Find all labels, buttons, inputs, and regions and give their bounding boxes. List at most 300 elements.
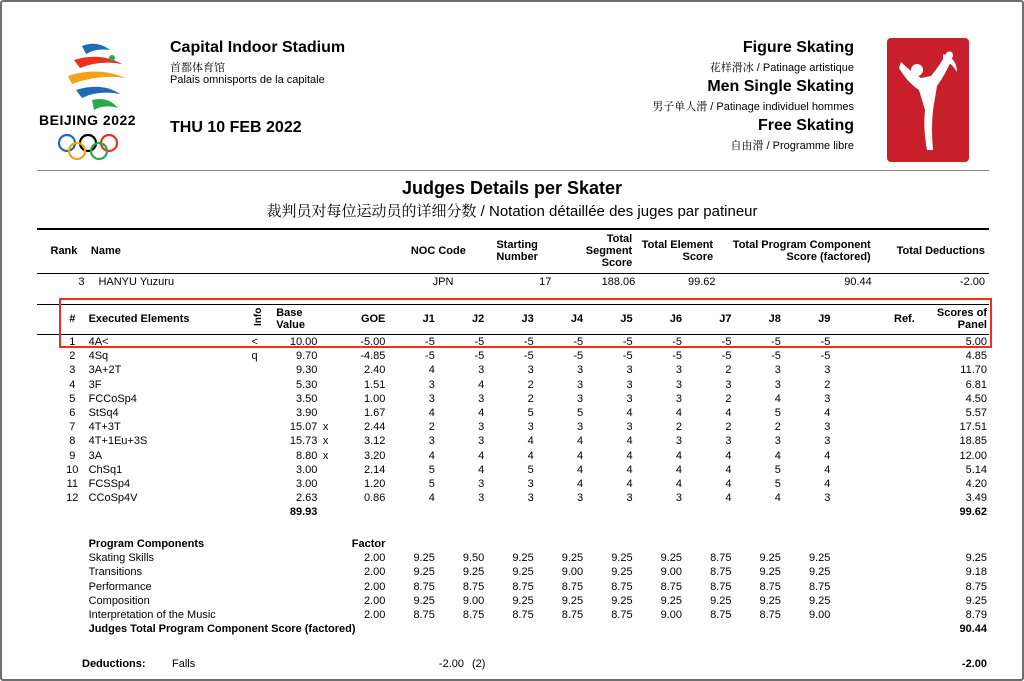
- element-ref: [830, 449, 914, 463]
- judge-score: -5: [425, 336, 435, 348]
- judge-score: 9.00: [462, 594, 485, 607]
- judge-score: 3: [478, 492, 485, 505]
- judge-score: 4: [675, 478, 683, 491]
- judge-score: 2: [527, 378, 534, 391]
- components-header-row: [62, 537, 987, 551]
- venue-name-fr: Palais omnisports de la capitale: [170, 74, 325, 86]
- judge-score: 8.75: [759, 609, 781, 622]
- element-ref: [830, 477, 914, 491]
- judge-score: 4: [428, 492, 435, 505]
- summary-table: [37, 231, 989, 271]
- judge-score: -5: [573, 350, 584, 363]
- judge-score: 8.75: [561, 580, 584, 593]
- figure-skater-icon: [887, 38, 969, 162]
- judge-score: 9.25: [759, 566, 781, 579]
- judge-score: 3: [824, 492, 831, 505]
- deductions-value: -2.00: [438, 658, 464, 670]
- col-number: #: [69, 313, 76, 325]
- pcs-value: 90.44: [844, 276, 872, 288]
- judge-score: 4: [725, 478, 732, 491]
- spacer: [252, 505, 277, 519]
- col-tss: Total Segment Score: [585, 233, 633, 269]
- col-j1: J1: [422, 313, 435, 325]
- judge-score: 4: [725, 463, 732, 476]
- element-base-value: 3.00: [296, 463, 318, 476]
- judge-score: 4: [428, 364, 435, 377]
- judge-score: 4: [626, 449, 633, 462]
- element-ref: [830, 378, 914, 392]
- judge-score: 9.25: [759, 594, 781, 607]
- judge-score: 9.25: [561, 594, 584, 607]
- element-bonus-mark: [317, 363, 333, 377]
- spacer: [534, 537, 583, 551]
- judge-score: -5: [672, 336, 683, 348]
- element-number: 5: [69, 392, 76, 405]
- element-base-value: 9.30: [296, 364, 318, 377]
- element-number: 11: [66, 478, 78, 491]
- element-panel-score: 12.00: [959, 449, 987, 462]
- judge-score: 4: [577, 463, 584, 476]
- judge-score: 5: [428, 463, 435, 476]
- judge-score: -5: [523, 350, 534, 363]
- deductions-count: (2): [472, 658, 486, 670]
- component-factor: 2.00: [364, 566, 386, 579]
- element-base-value: 8.80: [296, 449, 318, 462]
- judge-score: 4: [824, 449, 831, 462]
- judge-score: 8.75: [462, 580, 485, 593]
- judge-score: 8.75: [660, 580, 683, 593]
- element-ref: [830, 349, 914, 363]
- judge-score: 8.75: [512, 609, 534, 622]
- judge-score: -5: [771, 350, 781, 363]
- judge-score: 3: [478, 392, 485, 405]
- component-name: Performance: [88, 580, 152, 593]
- segment-name-sub: 自由滑 / Programme libre: [730, 140, 854, 152]
- base-value-total: 89.93: [289, 506, 318, 519]
- spacer: [781, 537, 830, 551]
- col-j4: J4: [570, 313, 584, 325]
- element-number: 4: [69, 378, 76, 391]
- judge-score: 9.00: [660, 566, 683, 579]
- element-goe: 3.20: [363, 449, 386, 462]
- judge-score: 3: [824, 364, 831, 377]
- summary-header-border: [37, 273, 989, 274]
- judge-score: -5: [721, 350, 732, 363]
- element-goe: -4.85: [360, 350, 386, 363]
- judge-score: 3: [577, 364, 584, 377]
- judge-score: 3: [824, 392, 831, 405]
- list-item: [62, 608, 987, 622]
- element-code: 4A<: [88, 336, 109, 348]
- component-factor: 2.00: [364, 609, 386, 622]
- spacer: [62, 608, 83, 622]
- element-base-value: 2.63: [296, 492, 318, 505]
- elements-score-total: 99.62: [959, 506, 987, 519]
- judge-score: 4: [824, 463, 831, 476]
- element-panel-score: 4.85: [965, 350, 987, 363]
- col-j5: J5: [620, 313, 633, 325]
- segment-name: Free Skating: [757, 117, 854, 134]
- judge-score: 9.00: [561, 566, 584, 579]
- judge-score: 8.75: [710, 552, 732, 565]
- col-j3: J3: [521, 313, 534, 325]
- judge-score: 3: [478, 435, 485, 448]
- document-subtitle: 裁判员对每位运动员的详细分数 / Notation détaillée des juges par patineur: [266, 203, 758, 220]
- judge-score: 4: [675, 407, 683, 420]
- elements-total-row: [62, 505, 987, 519]
- judge-score: 9.25: [512, 594, 534, 607]
- component-score: 8.75: [965, 580, 987, 593]
- element-goe: 1.67: [363, 407, 386, 420]
- judge-score: 4: [774, 492, 781, 505]
- judge-score: 3: [428, 435, 435, 448]
- spacer: [435, 537, 484, 551]
- venue-name: Capital Indoor Stadium: [170, 39, 346, 56]
- components-total-row: [62, 622, 987, 636]
- judge-score: 3: [725, 378, 732, 391]
- element-info: [252, 449, 277, 463]
- element-bonus-mark: [317, 491, 333, 505]
- component-name: Transitions: [88, 566, 142, 579]
- judge-score: 5: [527, 407, 534, 420]
- judge-score: 3: [675, 435, 683, 448]
- element-code: 3A+2T: [88, 364, 122, 377]
- element-base-value: 3.90: [296, 407, 318, 420]
- element-info: [252, 420, 277, 434]
- element-ref: [830, 392, 914, 406]
- judge-score: 9.00: [660, 609, 683, 622]
- judge-score: 4: [626, 435, 633, 448]
- judge-score: 4: [428, 407, 435, 420]
- judge-score: 3: [824, 435, 831, 448]
- components-total: 90.44: [959, 623, 987, 636]
- element-goe: 2.14: [363, 463, 386, 476]
- judge-score: -5: [771, 336, 781, 348]
- spacer: [633, 537, 682, 551]
- element-code: StSq4: [88, 407, 119, 420]
- summary-top-border: [37, 228, 989, 230]
- judge-score: 4: [577, 449, 584, 462]
- judge-score: 3: [824, 421, 831, 434]
- judge-score: 4: [428, 449, 435, 462]
- element-goe: 2.44: [363, 421, 386, 434]
- spacer: [830, 537, 914, 551]
- element-info: [252, 363, 277, 377]
- judge-score: 9.25: [512, 552, 534, 565]
- spacer: [62, 551, 83, 565]
- judge-score: -5: [622, 350, 633, 363]
- sport-name: Figure Skating: [742, 39, 854, 56]
- element-bonus-mark: [317, 463, 333, 477]
- beijing-emblem-icon: [52, 38, 142, 116]
- spacer: [62, 505, 83, 519]
- list-item: [62, 580, 987, 594]
- element-code: FCCoSp4: [88, 392, 137, 405]
- element-ref: [830, 463, 914, 477]
- judge-score: 3: [527, 421, 534, 434]
- element-panel-score: 5.00: [965, 336, 987, 348]
- table-row: [62, 349, 987, 363]
- judge-score: -5: [523, 336, 534, 348]
- beijing-2022-logo: [39, 38, 142, 163]
- olympic-rings-icon: [55, 132, 121, 162]
- element-ref: [830, 363, 914, 377]
- judge-score: 4: [725, 407, 732, 420]
- spacer: [830, 565, 914, 579]
- judge-score: 5: [774, 407, 781, 420]
- judge-score: 3: [527, 478, 534, 491]
- judge-score: 8.75: [710, 580, 732, 593]
- judge-score: 4: [824, 407, 831, 420]
- element-number: 2: [69, 350, 76, 363]
- element-panel-score: 5.14: [965, 463, 987, 476]
- judge-score: 3: [675, 364, 683, 377]
- judge-score: 9.50: [462, 552, 485, 565]
- element-base-value: 10.00: [289, 336, 318, 348]
- judge-score: 4: [478, 463, 485, 476]
- component-score: 8.79: [965, 609, 987, 622]
- list-item: [62, 594, 987, 608]
- judge-score: -5: [622, 336, 633, 348]
- judge-score: 4: [478, 449, 485, 462]
- col-ded: Total Deductions: [896, 245, 985, 257]
- element-ref: [830, 420, 914, 434]
- noc-value: JPN: [432, 276, 454, 288]
- list-item: [62, 551, 987, 565]
- element-number: 8: [69, 435, 76, 448]
- deductions-total: -2.00: [961, 658, 987, 670]
- judge-score: -5: [474, 336, 485, 348]
- judge-score: 3: [428, 392, 435, 405]
- judge-score: 2: [527, 392, 534, 405]
- col-goe: GOE: [360, 313, 386, 325]
- start-value: 17: [539, 276, 552, 288]
- spacer: [915, 537, 987, 551]
- element-code: 3F: [88, 378, 102, 391]
- judge-score: 3: [675, 392, 683, 405]
- element-goe: 3.12: [363, 435, 386, 448]
- judge-score: 3: [527, 364, 534, 377]
- element-goe: 1.51: [363, 378, 386, 391]
- judge-score: 3: [428, 378, 435, 391]
- element-info: [252, 477, 277, 491]
- judge-score: 3: [675, 378, 683, 391]
- judge-score: 8.75: [611, 609, 633, 622]
- element-info: [252, 392, 277, 406]
- element-code: 3A: [88, 449, 103, 462]
- judge-score: 3: [626, 378, 633, 391]
- element-code: ChSq1: [88, 463, 123, 476]
- element-code: FCSSp4: [88, 478, 131, 491]
- col-j7: J7: [719, 313, 732, 325]
- element-goe: 1.20: [363, 478, 386, 491]
- element-bonus-mark: x: [322, 449, 329, 462]
- judge-score: 8.75: [808, 580, 831, 593]
- judge-score: 3: [675, 492, 683, 505]
- judge-score: 3: [478, 421, 485, 434]
- judge-score: 9.25: [512, 566, 534, 579]
- table-row: [62, 406, 987, 420]
- component-score: 9.18: [965, 566, 987, 579]
- col-ref: Ref.: [894, 313, 915, 325]
- element-base-value: 3.50: [296, 392, 318, 405]
- judge-score: 3: [774, 378, 781, 391]
- spacer: [484, 537, 533, 551]
- element-bonus-mark: x: [322, 435, 329, 448]
- judge-score: 8.75: [710, 566, 732, 579]
- element-panel-score: 4.50: [965, 392, 987, 405]
- judge-score: 3: [577, 421, 584, 434]
- element-number: 3: [69, 364, 76, 377]
- factor-label: Factor: [351, 538, 386, 550]
- element-number: 10: [66, 463, 79, 476]
- tss-value: 188.06: [601, 276, 636, 288]
- col-rank: Rank: [50, 245, 78, 257]
- judge-score: 3: [478, 364, 485, 377]
- header-divider: [37, 170, 989, 171]
- col-j8: J8: [768, 313, 781, 325]
- judge-score: 9.25: [660, 552, 683, 565]
- element-bonus-mark: [317, 392, 333, 406]
- judge-score: 9.25: [611, 552, 633, 565]
- col-j2: J2: [472, 313, 485, 325]
- judge-score: 8.75: [512, 580, 534, 593]
- judge-score: 9.25: [413, 594, 435, 607]
- element-panel-score: 4.20: [965, 478, 987, 491]
- judge-score: 3: [478, 478, 485, 491]
- col-info: Info: [252, 307, 264, 326]
- element-bonus-mark: x: [322, 421, 329, 434]
- element-info: [252, 406, 277, 420]
- col-j6: J6: [669, 313, 683, 325]
- judge-score: 9.25: [808, 552, 831, 565]
- spacer: [385, 537, 434, 551]
- spacer: [830, 551, 914, 565]
- judge-score: -5: [820, 350, 831, 363]
- judge-score: 2: [725, 364, 732, 377]
- element-info: [252, 378, 277, 392]
- judge-score: -5: [721, 336, 732, 348]
- element-panel-score: 5.57: [965, 407, 987, 420]
- element-panel-score: 18.85: [959, 435, 987, 448]
- judge-score: 3: [577, 392, 584, 405]
- summary-row: [37, 275, 989, 289]
- col-tes: Total Element Score: [641, 239, 714, 263]
- document-title: Judges Details per Skater: [401, 178, 623, 198]
- components-total-label: Judges Total Program Component Score (factored): [88, 623, 356, 636]
- col-pcs: Total Program Component Score (factored): [732, 239, 871, 263]
- component-name: Composition: [88, 594, 150, 607]
- element-info: [252, 463, 277, 477]
- highlight-box: [59, 298, 992, 348]
- col-j9: J9: [818, 313, 831, 325]
- judge-score: 8.75: [759, 580, 781, 593]
- spacer: [62, 537, 83, 551]
- judge-score: 4: [824, 478, 831, 491]
- judge-score: 3: [577, 378, 584, 391]
- element-info: [252, 491, 277, 505]
- judge-score: 4: [626, 463, 633, 476]
- tes-value: 99.62: [687, 276, 716, 288]
- components-title: Program Components: [88, 538, 205, 550]
- judge-score: 2: [428, 421, 435, 434]
- element-base-value: 5.30: [296, 378, 318, 391]
- judge-score: 9.25: [561, 552, 584, 565]
- judge-score: 9.25: [759, 552, 781, 565]
- ded-value: -2.00: [959, 276, 985, 288]
- elements-table: [62, 335, 987, 520]
- table-row: [62, 378, 987, 392]
- spacer: [385, 622, 914, 636]
- table-row: [62, 434, 987, 448]
- element-bonus-mark: [317, 477, 333, 491]
- judge-score: 4: [626, 407, 633, 420]
- judge-score: 9.25: [660, 594, 683, 607]
- judge-score: 9.25: [808, 566, 831, 579]
- judge-score: 3: [774, 364, 781, 377]
- judge-score: 2: [725, 421, 732, 434]
- judge-score: 4: [774, 392, 781, 405]
- judge-score: 4: [725, 492, 732, 505]
- spacer: [830, 580, 914, 594]
- element-ref: [830, 406, 914, 420]
- table-row: [62, 463, 987, 477]
- deductions-row: [82, 657, 987, 671]
- spacer: [317, 505, 914, 519]
- judge-score: 4: [626, 478, 633, 491]
- table-row: [62, 449, 987, 463]
- judge-score: 4: [725, 449, 732, 462]
- judge-score: 4: [675, 449, 683, 462]
- judge-score: 4: [527, 449, 534, 462]
- spacer: [62, 565, 83, 579]
- judge-score: 4: [478, 378, 485, 391]
- element-number: 9: [69, 449, 76, 462]
- judge-score: 4: [577, 435, 584, 448]
- judge-score: 2: [725, 392, 732, 405]
- element-bonus-mark: [317, 378, 333, 392]
- table-row: [62, 477, 987, 491]
- table-row: [62, 420, 987, 434]
- element-goe: -5.00: [360, 336, 386, 348]
- judge-score: 8.75: [413, 609, 435, 622]
- element-ref: [830, 434, 914, 448]
- spacer: [83, 505, 252, 519]
- judge-score: 3: [626, 364, 633, 377]
- table-row: [62, 491, 987, 505]
- judge-score: -5: [573, 336, 584, 348]
- element-base-value: 15.07: [289, 421, 318, 434]
- event-name-sub: 男子单人滑 / Patinage individuel hommes: [652, 101, 854, 113]
- element-goe: 1.00: [363, 392, 386, 405]
- element-code: 4T+3T: [88, 421, 121, 434]
- judge-score: 5: [774, 463, 781, 476]
- col-name: Name: [90, 245, 121, 257]
- component-factor: 2.00: [364, 580, 386, 593]
- sport-name-sub: 花样滑冰 / Patinage artistique: [709, 62, 854, 74]
- judge-score: 3: [527, 492, 534, 505]
- component-factor: 2.00: [364, 552, 386, 565]
- spacer: [62, 580, 83, 594]
- element-base-value: 9.70: [296, 350, 318, 363]
- judge-score: 5: [577, 407, 584, 420]
- judge-score: 4: [527, 435, 534, 448]
- judge-score: 5: [527, 463, 534, 476]
- element-panel-score: 3.49: [965, 492, 987, 505]
- element-bonus-mark: [317, 349, 333, 363]
- judge-score: -5: [672, 350, 683, 363]
- judge-score: 8.75: [710, 609, 732, 622]
